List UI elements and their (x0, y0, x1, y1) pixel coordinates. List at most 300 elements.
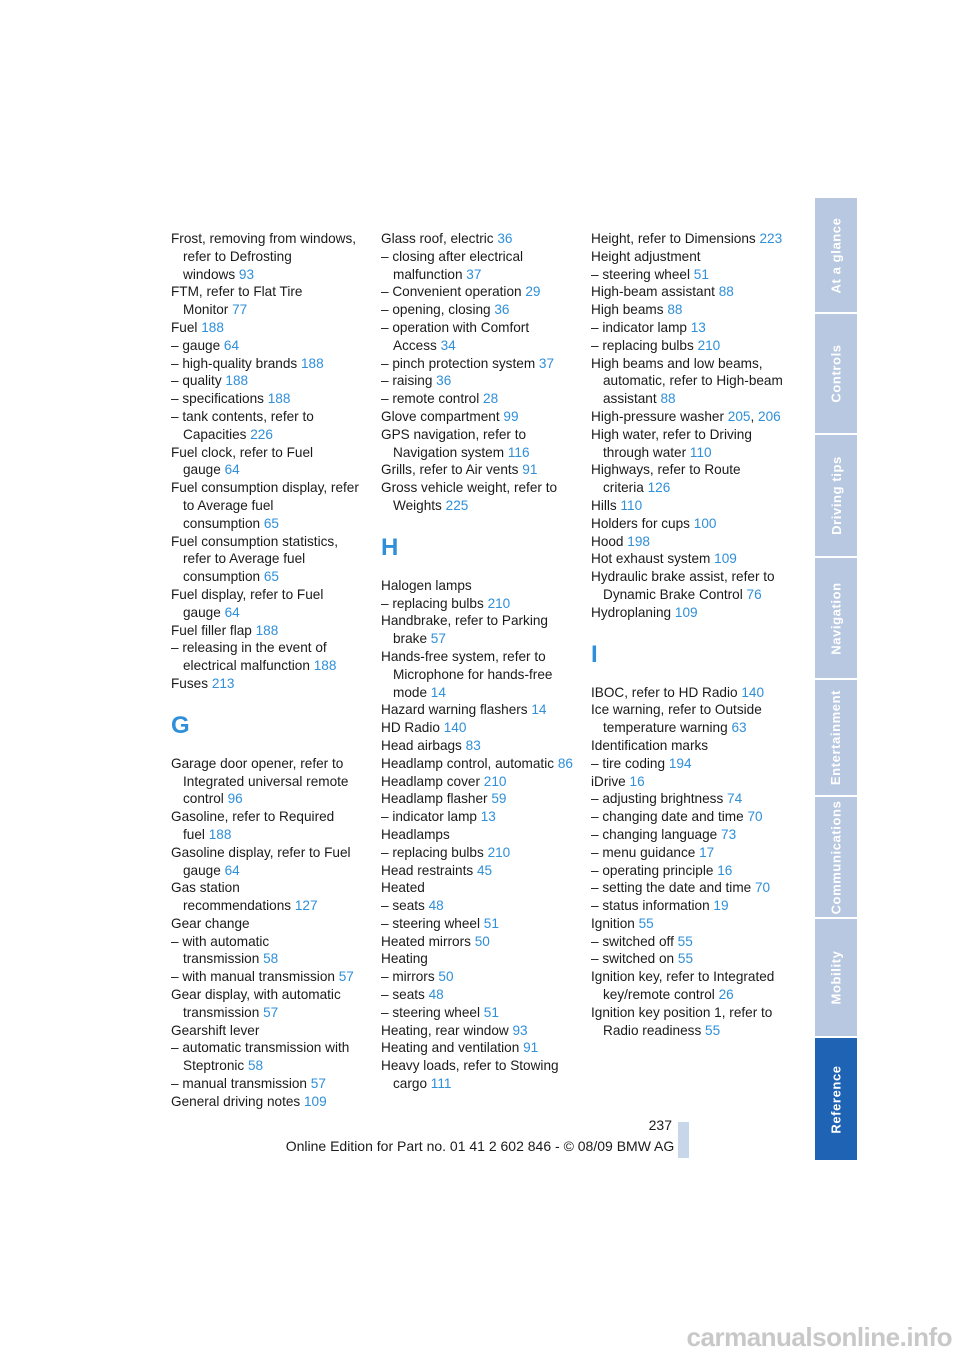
page-reference-link[interactable]: 64 (224, 604, 240, 620)
index-entry-text: Gear change (171, 915, 250, 931)
index-entry-text: Gross vehicle weight, refer to Weights (381, 480, 558, 513)
index-entry (381, 319, 573, 355)
index-entry-text: Fuel consumption display, refer to Average fuel consumption (171, 480, 359, 531)
index-entry (171, 533, 363, 586)
page-reference-link[interactable]: 126 (647, 480, 671, 496)
page-reference-link[interactable]: 86 (557, 755, 573, 771)
page-reference-link[interactable]: 37 (466, 266, 482, 282)
page-reference-link[interactable]: 110 (620, 497, 643, 513)
index-entry (591, 497, 783, 515)
page-reference-link[interactable]: 64 (224, 462, 240, 478)
index-entry (171, 1075, 363, 1093)
page-reference-link[interactable]: 140 (443, 720, 467, 736)
index-column-2 (381, 230, 573, 1093)
index-entry-text: Garage door opener, refer to Integrated universal remote control (171, 755, 349, 807)
index-entry (381, 301, 573, 319)
index-entry-text: Hills (591, 497, 617, 513)
index-entry-text: – seats (381, 898, 425, 914)
index-entry-text: Hands-free system, refer to Microphone for hands-free mode (381, 648, 553, 700)
page-reference-link[interactable]: 210 (487, 844, 511, 860)
page-reference-link[interactable]: 48 (428, 898, 444, 914)
sidebar-tab-entertainment[interactable] (815, 680, 857, 797)
index-entry (591, 862, 783, 880)
index-entry (381, 426, 573, 462)
index-entry (171, 372, 363, 390)
page-reference-link[interactable]: 19 (713, 898, 729, 914)
index-entry (381, 612, 573, 648)
page-reference-link[interactable]: 55 (677, 951, 694, 967)
index-entry-text: High-beam assistant (591, 284, 715, 300)
index-entry (171, 755, 363, 808)
index-entry-text: – automatic transmission with Steptronic (171, 1040, 350, 1074)
index-entry-text: – changing language (591, 826, 718, 842)
page-reference-link[interactable]: 111 (430, 1076, 452, 1092)
index-entry (591, 879, 783, 897)
index-entry (591, 248, 783, 266)
index-entry (381, 1022, 573, 1040)
page-reference-link[interactable]: 109 (714, 551, 737, 567)
index-entry-text: – Convenient operation (381, 284, 522, 300)
index-entry-text: Heating (381, 951, 428, 967)
index-entry-text: Hood (591, 533, 624, 549)
index-column-3 (591, 230, 783, 1039)
section-sidebar (815, 198, 857, 1160)
page-reference-link[interactable]: 91 (522, 462, 538, 478)
page-reference-link[interactable]: 13 (690, 319, 706, 335)
page-reference-link[interactable]: 50 (438, 969, 454, 985)
page-reference-link[interactable]: 210 (487, 595, 511, 611)
index-entry-text: – steering wheel (591, 266, 690, 282)
page-reference-link[interactable]: 96 (227, 791, 243, 807)
page-reference-link[interactable]: 36 (497, 231, 513, 246)
page-reference-link[interactable]: 194 (668, 755, 692, 771)
index-entry (171, 986, 363, 1022)
sidebar-tab-label: Communications (828, 800, 844, 914)
index-entry-text: High water, refer to Driving through water (591, 426, 752, 460)
index-entry (381, 915, 573, 933)
page-reference-link[interactable]: 14 (430, 684, 446, 700)
page-reference-link[interactable]: 210 (697, 337, 721, 353)
index-entry: High-pressure washer 205, 206 (591, 408, 781, 424)
index-entry-text: – steering wheel (381, 915, 480, 931)
page-reference-link[interactable]: 34 (440, 337, 456, 353)
index-entry-text: – specifications (171, 391, 264, 407)
page-reference-link[interactable]: 51 (693, 266, 709, 282)
index-entry (171, 879, 363, 915)
index-entry-text: Ignition key, refer to Integrated key/remote control (591, 969, 775, 1003)
index-entry (381, 408, 573, 426)
index-entry-text: – raising (381, 373, 433, 389)
sidebar-tab-navigation[interactable] (815, 558, 857, 680)
index-entry (381, 755, 573, 773)
index-entry (381, 879, 573, 897)
index-entry (591, 897, 783, 915)
index-entry (381, 986, 573, 1004)
page-reference-link[interactable]: 223 (759, 231, 783, 246)
index-entry (591, 755, 783, 773)
index-entry (591, 426, 783, 462)
page-reference-link[interactable]: 88 (667, 302, 683, 318)
page-reference-link[interactable]: 198 (627, 533, 650, 549)
page-reference-link[interactable]: 59 (491, 791, 507, 807)
index-entry (171, 283, 363, 319)
index-entry-text: – tire coding (591, 755, 666, 771)
page-reference-link[interactable]: 63 (731, 720, 747, 736)
index-entry (381, 1004, 573, 1022)
index-entry (591, 844, 783, 862)
index-entry-text: Heated (381, 880, 425, 896)
index-entry (381, 737, 573, 755)
page-reference-link[interactable]: 188 (300, 355, 324, 371)
index-entry-text: Glass roof, electric (381, 231, 494, 246)
index-entry (381, 808, 573, 826)
watermark: carmanualsonline.info (686, 1322, 952, 1352)
index-entry-text: Holders for cups (591, 515, 690, 531)
index-entry-text: – opening, closing (381, 302, 491, 318)
index-entry (171, 586, 363, 622)
page-reference-link[interactable]: 36 (436, 373, 452, 389)
index-entry (381, 577, 573, 595)
index-entry-text: Highways, refer to Route criteria (591, 462, 741, 496)
sidebar-tab-label: Mobility (828, 950, 844, 1005)
index-entry-text: Fuel clock, refer to Fuel gauge (171, 444, 314, 478)
index-entry-text: – replacing bulbs (591, 337, 694, 353)
index-entry-text: Halogen lamps (381, 577, 472, 593)
page-reference-link[interactable]: 55 (677, 933, 693, 949)
index-entry (381, 479, 573, 515)
index-entry-text: – manual transmission (171, 1076, 307, 1092)
page-reference-link[interactable]: 226 (250, 426, 273, 442)
index-entry (381, 862, 573, 880)
page-reference-link[interactable]: 55 (638, 915, 654, 931)
index-entry (381, 595, 573, 613)
page-reference-link[interactable]: 17 (699, 844, 715, 860)
sidebar-tab-label: At a glance (828, 217, 844, 293)
sidebar-tab-communications[interactable] (815, 797, 857, 919)
page-reference-link[interactable]: 93 (512, 1022, 528, 1038)
page-reference-link[interactable]: 45 (476, 862, 493, 878)
index-entry (381, 461, 573, 479)
page-reference-link[interactable]: 51 (483, 1004, 499, 1020)
index-entry (591, 737, 783, 755)
index-entry-text: – gauge (171, 337, 221, 353)
index-entry (591, 604, 783, 622)
index-entry (381, 968, 573, 986)
index-entry (591, 337, 783, 355)
index-entry-text: High-pressure washer (591, 408, 724, 424)
page-reference-link[interactable]: 65 (263, 515, 279, 531)
index-letter-heading: H (381, 533, 399, 561)
page-reference-link[interactable]: 206 (758, 408, 781, 424)
page-reference-link[interactable]: 99 (503, 408, 519, 424)
index-entry-text: Frost, removing from windows, refer to Defrosting windows (171, 231, 357, 282)
index-entry (591, 826, 783, 844)
page-reference-link[interactable]: 88 (660, 391, 676, 407)
index-entry (171, 1039, 363, 1075)
index-entry-text: Glove compartment (381, 408, 500, 424)
index-entry-text: Gas station recommendations (171, 880, 292, 914)
index-entry-text: Hot exhaust system (591, 551, 711, 567)
index-entry-text: – adjusting brightness (591, 791, 724, 807)
index-entry-text: Headlamp flasher (381, 791, 488, 807)
page-reference-link[interactable]: 83 (465, 737, 481, 753)
page-reference-link[interactable]: 93 (238, 266, 255, 282)
page-reference-link[interactable]: 65 (263, 569, 279, 585)
index-entry-text: Heavy loads, refer to Stowing cargo (381, 1058, 559, 1092)
index-entry (591, 533, 783, 551)
index-entry-text: Headlamp cover (381, 773, 480, 789)
sidebar-tab-label: Navigation (828, 581, 844, 655)
index-entry-text: Ice warning, refer to Outside temperature warning (591, 702, 762, 736)
index-entry (171, 1093, 363, 1111)
index-entry-text: Head airbags (381, 737, 462, 753)
page-reference-link[interactable]: 188 (313, 658, 337, 674)
page-reference-link[interactable]: 91 (523, 1040, 539, 1056)
index-entry (171, 319, 363, 337)
index-entry (591, 773, 783, 791)
index-column-1 (171, 230, 363, 1111)
index-entry-text: – status information (591, 898, 710, 914)
page-reference-link[interactable]: 48 (428, 987, 444, 1003)
page-reference-link[interactable]: 14 (531, 702, 547, 718)
index-entry-text: General driving notes (171, 1093, 301, 1109)
page-reference-link[interactable]: 188 (225, 373, 249, 389)
index-entry-text: – with automatic transmission (171, 933, 270, 967)
page-reference-link[interactable]: 16 (629, 773, 645, 789)
index-entry (171, 479, 363, 532)
index-entry (381, 355, 573, 373)
sidebar-tab-mobility[interactable] (815, 919, 857, 1038)
index-entry (171, 968, 363, 986)
index-entry-text: Fuel (171, 319, 198, 335)
page-reference-link[interactable]: 100 (693, 515, 717, 531)
page-reference-link[interactable]: 88 (718, 284, 734, 300)
index-entry-text: Head restraints (381, 862, 474, 878)
index-entry (171, 444, 363, 480)
page-reference-link[interactable]: 76 (746, 586, 762, 602)
index-entry-text: Heating, rear window (381, 1022, 509, 1038)
index-entry-text: – remote control (381, 391, 480, 407)
index-entry-text: Headlamps (381, 826, 450, 842)
sidebar-tab-driving-tips[interactable] (815, 435, 857, 558)
index-entry (381, 844, 573, 862)
page-reference-link[interactable]: 77 (232, 302, 248, 318)
index-entry (591, 461, 783, 497)
index-entry (591, 301, 783, 319)
sidebar-tab-label: Entertainment (828, 689, 844, 786)
index-entry (381, 248, 573, 284)
index-entry-text: Hydroplaning (591, 604, 672, 620)
index-entry-text: – tank contents, refer to Capacities (171, 408, 314, 442)
index-entry (381, 372, 573, 390)
index-entry-text: Gear display, with automatic transmission (171, 987, 341, 1020)
index-entry-text: – pinch protection system (381, 355, 536, 371)
index-entry-text: – switched off (591, 933, 674, 949)
page-reference-link[interactable]: 225 (445, 497, 469, 513)
index-entry (381, 773, 573, 791)
page-reference-link[interactable]: 210 (483, 773, 507, 789)
index-entry (591, 684, 783, 702)
index-entry-text: iDrive (591, 773, 626, 789)
index-entry-text: – closing after electrical malfunction (381, 248, 524, 282)
index-entry (171, 1022, 363, 1040)
index-entry-text: – replacing bulbs (381, 844, 484, 860)
page-reference-link[interactable]: 213 (211, 675, 235, 691)
page-reference-link[interactable]: 57 (263, 1004, 279, 1020)
index-entry (171, 675, 363, 693)
page-reference-link[interactable]: 205 (727, 408, 751, 424)
index-entry (591, 790, 783, 808)
page-reference-link[interactable]: 188 (267, 391, 291, 407)
index-entry (591, 230, 783, 248)
index-entry (381, 790, 573, 808)
index-entry-text: GPS navigation, refer to Navigation system (381, 426, 527, 460)
page-reference-link[interactable]: 116 (507, 444, 530, 460)
index-entry (591, 550, 783, 568)
page-reference-link[interactable]: 110 (689, 444, 712, 460)
index-entry-text: – releasing in the event of electrical malfunction (171, 640, 327, 674)
index-entry-text: Hazard warning flashers (381, 702, 528, 718)
index-entry-text: High beams (591, 302, 664, 318)
index-entry (591, 808, 783, 826)
index-entry (381, 826, 573, 844)
index-entry-text: – steering wheel (381, 1004, 480, 1020)
sidebar-tab-label: Driving tips (828, 456, 844, 535)
page-reference-link[interactable]: 51 (483, 915, 499, 931)
index-entry (381, 897, 573, 915)
page-reference-link[interactable]: 57 (338, 969, 354, 985)
page-number: 237 (648, 1117, 672, 1133)
index-entry-text: – quality (171, 373, 222, 389)
page-reference-link[interactable]: 73 (721, 826, 737, 842)
page-reference-link[interactable]: 37 (538, 355, 555, 371)
page-reference-link[interactable]: 140 (741, 684, 765, 700)
index-entry-text: – high-quality brands (171, 355, 298, 371)
page-reference-link[interactable]: 70 (747, 809, 763, 825)
index-entry-text: Heated mirrors (381, 933, 471, 949)
page-reference-link[interactable]: 70 (755, 880, 771, 896)
index-entry (171, 622, 363, 640)
page-reference-link[interactable]: 58 (263, 951, 279, 967)
index-entry (591, 1004, 783, 1040)
page-reference-link[interactable]: 188 (255, 622, 279, 638)
page-reference-link[interactable]: 55 (705, 1022, 721, 1038)
index-entry-text: Headlamp control, automatic (381, 755, 555, 771)
footer-text: Online Edition for Part no. 01 41 2 602 846 - © 08/09 BMW AG (285, 1138, 675, 1154)
index-entry-text: Identification marks (591, 737, 709, 753)
index-entry (591, 950, 783, 968)
index-entry-text: – operating principle (591, 862, 714, 878)
index-entry (591, 933, 783, 951)
index-entry (381, 283, 573, 301)
page-reference-link[interactable]: 64 (224, 862, 240, 878)
index-entry-text: – setting the date and time (591, 880, 752, 896)
page-reference-link[interactable]: 188 (201, 319, 224, 335)
index-entry (591, 515, 783, 533)
index-entry-text: – switched on (591, 951, 675, 967)
page-reference-link[interactable]: 74 (727, 791, 743, 807)
index-letter-heading: G (171, 711, 190, 739)
index-entry (591, 266, 783, 284)
index-entry-text: Ignition key position 1, refer to Radio readiness (591, 1004, 773, 1038)
page-reference-link[interactable]: 127 (294, 898, 318, 914)
index-entry-text: Gearshift lever (171, 1022, 260, 1038)
page-reference-link[interactable]: 109 (674, 604, 698, 620)
index-entry (171, 915, 363, 933)
index-entry-text: High beams and low beams, automatic, refer to High-beam assistant (591, 355, 783, 407)
sidebar-tab-label: Reference (828, 1064, 844, 1134)
index-entry-text: – mirrors (381, 969, 435, 985)
index-entry (381, 719, 573, 737)
page-reference-link[interactable]: 16 (717, 862, 733, 878)
index-entry-text: Gasoline, refer to Required fuel (171, 809, 335, 842)
index-entry-text: – changing date and time (591, 809, 744, 825)
index-entry (171, 933, 363, 969)
index-entry (381, 1057, 573, 1093)
page-reference-link[interactable]: 50 (474, 933, 490, 949)
index-entry-text: Fuel consumption statistics, refer to Average fuel consumption (171, 533, 338, 585)
index-entry (591, 319, 783, 337)
index-entry (171, 390, 363, 408)
index-entry (171, 844, 363, 880)
index-entry (171, 355, 363, 373)
index-entry-text: Handbrake, refer to Parking brake (381, 613, 548, 647)
index-entry (591, 968, 783, 1004)
index-entry (171, 639, 363, 675)
index-entry (591, 701, 783, 737)
index-entry-text: Fuel filler flap (171, 622, 252, 638)
page-reference-link[interactable]: 57 (430, 631, 446, 647)
page-reference-link[interactable]: 188 (208, 826, 232, 842)
index-entry-text: – with manual transmission (171, 969, 335, 985)
page-reference-link[interactable]: 57 (310, 1076, 326, 1092)
index-entry-text: Hydraulic brake assist, refer to Dynamic Brake Control (591, 569, 775, 602)
index-entry (381, 701, 573, 719)
index-entry-text: – indicator lamp (591, 319, 687, 335)
page-reference-link[interactable]: 13 (480, 809, 496, 825)
sidebar-tab-label: Controls (828, 344, 844, 403)
index-entry (381, 648, 573, 701)
page-reference-link[interactable]: 58 (248, 1058, 264, 1074)
sidebar-tab-controls[interactable] (815, 314, 857, 435)
page-reference-link[interactable]: 29 (525, 284, 541, 300)
index-entry (381, 1039, 573, 1057)
index-entry-text: – operation with Comfort Access (381, 319, 530, 353)
index-entry (591, 568, 783, 604)
index-entry (381, 230, 573, 248)
sidebar-tab-at-a-glance[interactable] (815, 198, 857, 314)
index-entry (591, 355, 783, 408)
index-entry (171, 230, 363, 283)
index-entry-text: IBOC, refer to HD Radio (591, 684, 738, 700)
page-reference-link[interactable]: 64 (223, 337, 240, 353)
index-entry (591, 283, 783, 301)
index-entry-text: Height, refer to Dimensions (591, 231, 756, 246)
index-entry-text: Gasoline display, refer to Fuel gauge (171, 844, 351, 878)
index-entry-text: – replacing bulbs (381, 595, 484, 611)
index-entry-text: Height adjustment (591, 248, 701, 264)
index-entry (381, 950, 573, 968)
page-reference-link[interactable]: 26 (718, 987, 734, 1003)
index-entry-text: – seats (381, 987, 425, 1003)
page-reference-link[interactable]: 36 (494, 302, 510, 318)
index-entry (171, 408, 363, 444)
index-entry (171, 808, 363, 844)
index-entry-text: HD Radio (381, 720, 440, 736)
page-reference-link[interactable]: 109 (304, 1093, 327, 1109)
index-entry (381, 933, 573, 951)
page-reference-link[interactable]: 28 (483, 391, 499, 407)
